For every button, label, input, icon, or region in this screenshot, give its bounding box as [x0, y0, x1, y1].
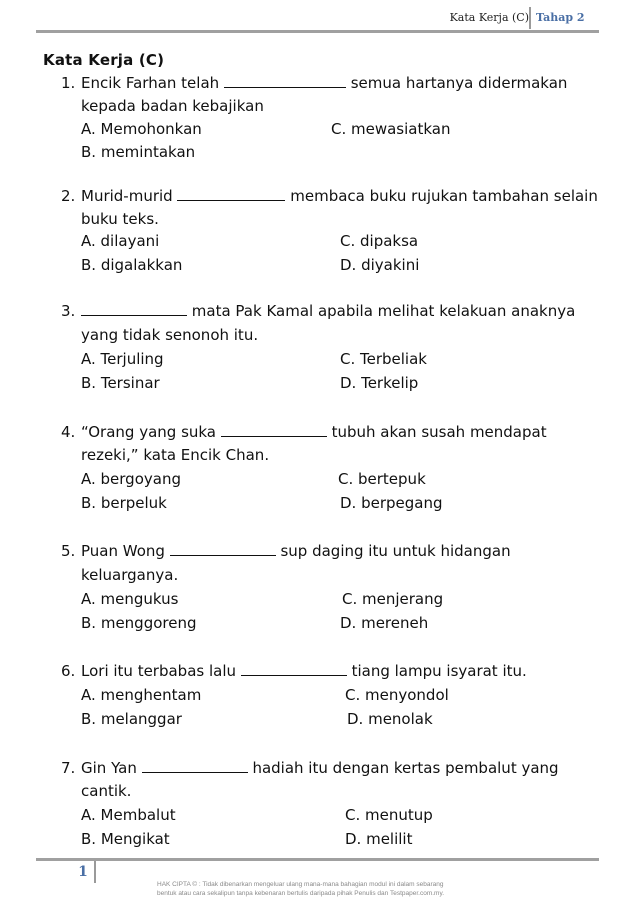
option-a: A. mengukus [81, 590, 179, 608]
option-c: C. menutup [345, 806, 433, 824]
option-d: D. mereneh [340, 614, 429, 632]
question-stem-line2: cantik. [81, 782, 132, 800]
option-a: A. Terjuling [81, 350, 164, 368]
header-rule [36, 30, 599, 33]
copyright-line-2: bentuk atau cara sekalipun tanpa kebenaran bertulis daripada pihak Penulis dan Testpaper.com.my. [157, 890, 445, 897]
stem-before: Puan Wong [81, 542, 165, 560]
question-number: 5. [61, 542, 76, 560]
option-b: B. menggoreng [81, 614, 197, 632]
option-b: B. digalakkan [81, 256, 183, 274]
answer-blank [177, 186, 285, 201]
option-d: D. Terkelip [340, 374, 419, 392]
option-c: C. mewasiatkan [331, 120, 451, 138]
stem-after: tubuh akan susah mendapat [331, 423, 547, 441]
answer-blank [170, 541, 276, 556]
option-b: B. memintakan [81, 143, 196, 161]
option-c: C. dipaksa [340, 232, 419, 250]
question-stem [81, 72, 567, 95]
header-divider [529, 7, 531, 29]
option-d: D. diyakini [340, 256, 420, 274]
option-d: D. melilit [345, 830, 413, 848]
question-stem [81, 185, 598, 208]
option-d: D. menolak [347, 710, 433, 728]
option-c: C. menjerang [342, 590, 444, 608]
option-c: C. menyondol [345, 686, 449, 704]
footer-rule [36, 858, 599, 861]
option-a: A. dilayani [81, 232, 160, 250]
question-stem-line2: yang tidak senonoh itu. [81, 326, 259, 344]
stem-before: Encik Farhan telah [81, 74, 220, 92]
question-stem-line2: keluarganya. [81, 566, 179, 584]
option-a: A. Memohonkan [81, 120, 202, 138]
question-number: 2. [61, 187, 76, 205]
option-a: A. menghentam [81, 686, 202, 704]
question-number: 1. [61, 74, 76, 92]
stem-after: sup daging itu untuk hidangan [280, 542, 511, 560]
question-stem [81, 757, 559, 780]
question-stem [81, 300, 575, 323]
option-c: C. bertepuk [338, 470, 426, 488]
question-stem [81, 540, 511, 563]
option-d: D. berpegang [340, 494, 443, 512]
stem-before: “Orang yang suka [81, 423, 216, 441]
stem-after: semua hartanya didermakan [350, 74, 568, 92]
header-level: Tahap 2 [536, 11, 585, 24]
copyright-line-1: HAK CIPTA © : Tidak dibenarkan mengeluar ulang mana-mana bahagian modul ini dalam sebarang [157, 881, 444, 888]
header-topic: Kata Kerja (C) [449, 11, 529, 24]
option-a: A. Membalut [81, 806, 176, 824]
question-stem [81, 421, 547, 444]
question-number: 3. [61, 302, 76, 320]
footer-divider [94, 861, 96, 883]
stem-after: hadiah itu dengan kertas pembalut yang [252, 759, 559, 777]
stem-after: tiang lampu isyarat itu. [351, 662, 527, 680]
stem-before: Lori itu terbabas lalu [81, 662, 237, 680]
option-b: B. melanggar [81, 710, 182, 728]
question-stem-line2: rezeki,” kata Encik Chan. [81, 446, 270, 464]
option-b: B. Mengikat [81, 830, 170, 848]
question-number: 6. [61, 662, 76, 680]
answer-blank [241, 661, 347, 676]
page-number: 1 [78, 864, 88, 880]
option-b: B. berpeluk [81, 494, 167, 512]
option-b: B. Tersinar [81, 374, 160, 392]
stem-before: Gin Yan [81, 759, 137, 777]
question-stem [81, 660, 527, 683]
answer-blank [81, 301, 187, 316]
stem-after: mata Pak Kamal apabila melihat kelakuan anaknya [191, 302, 576, 320]
question-number: 4. [61, 423, 76, 441]
question-stem-line2: kepada badan kebajikan [81, 97, 264, 115]
option-a: A. bergoyang [81, 470, 181, 488]
answer-blank [224, 73, 346, 88]
copyright-notice [157, 880, 517, 898]
question-stem-line2: buku teks. [81, 210, 159, 228]
stem-after: membaca buku rujukan tambahan selain [290, 187, 598, 205]
page-title: Kata Kerja (C) [43, 51, 165, 69]
answer-blank [221, 422, 327, 437]
answer-blank [142, 758, 248, 773]
question-number: 7. [61, 759, 76, 777]
stem-before: Murid-murid [81, 187, 173, 205]
option-c: C. Terbeliak [340, 350, 427, 368]
